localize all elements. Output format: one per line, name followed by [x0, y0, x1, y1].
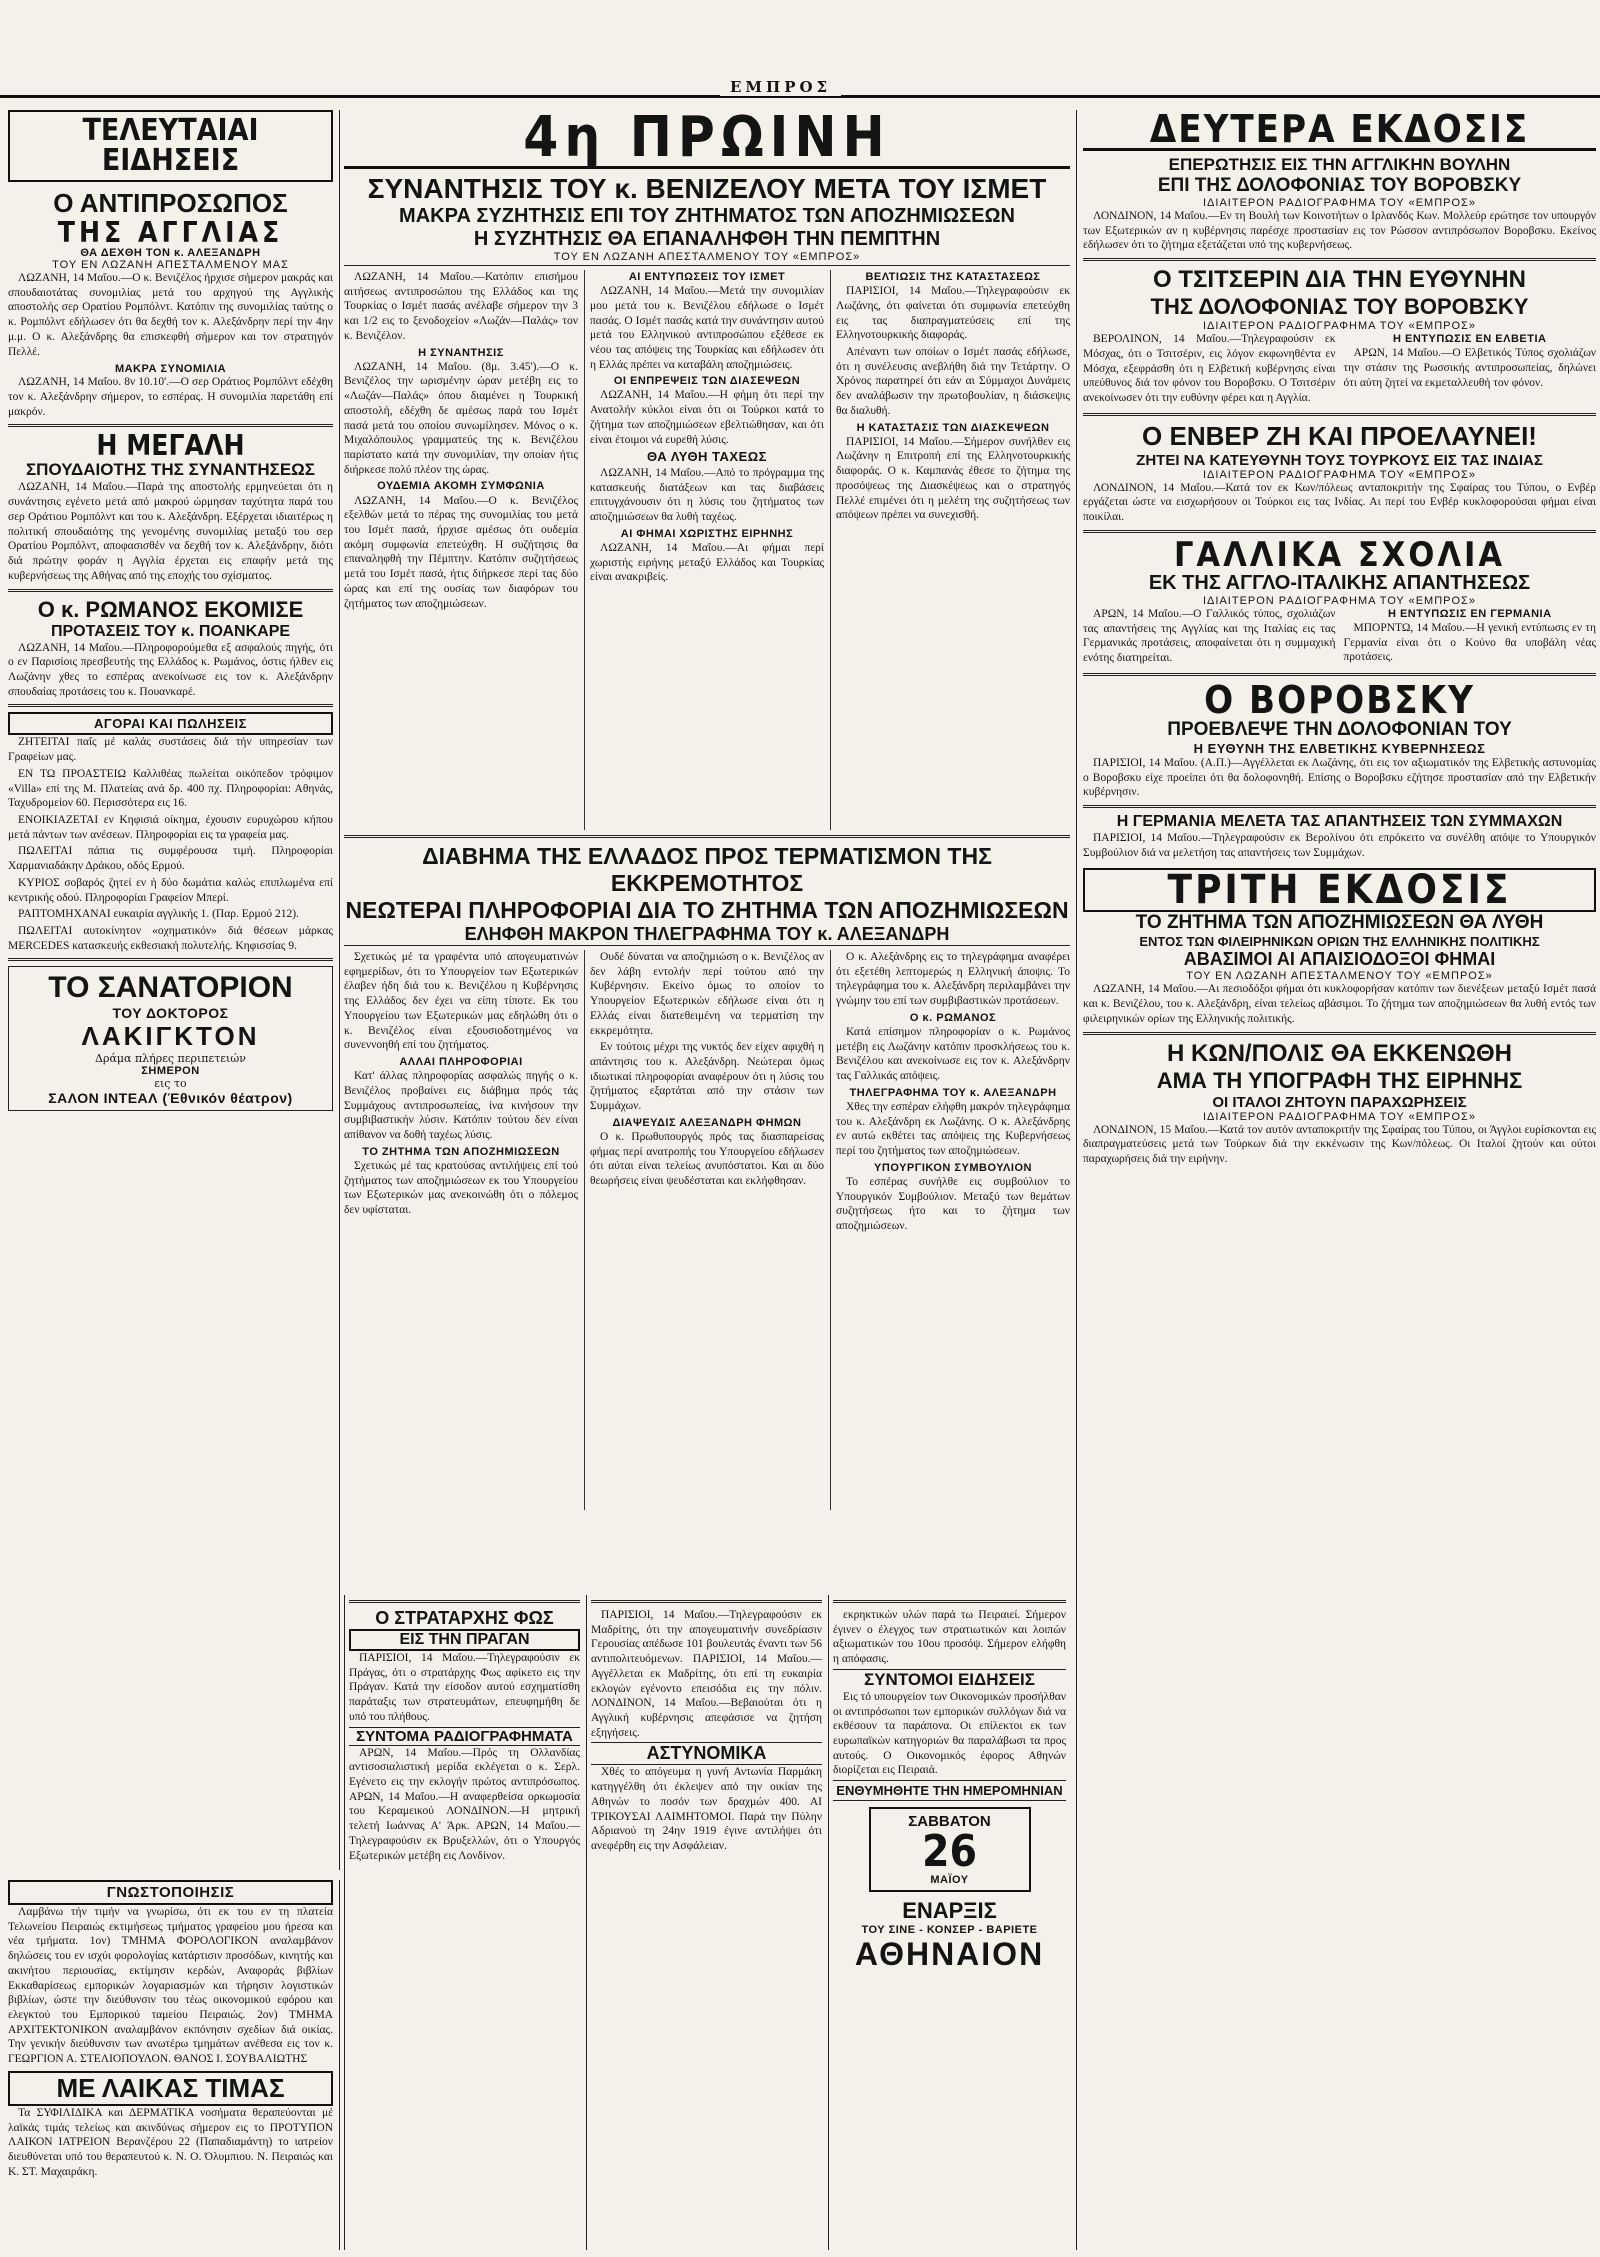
headline: ΣΥΝΤΟΜΑ ΡΑΔΙΟΓΡΑΦΗΜΑΤΑ: [349, 1727, 580, 1746]
source-line: ΙΔΙΑΙΤΕΡΟΝ ΡΑΔΙΟΓΡΑΦΗΜΑ ΤΟΥ «ΕΜΠΡΟΣ»: [1203, 197, 1476, 209]
subheadline: Η ΕΥΘΥΝΗ ΤΗΣ ΕΛΒΕΤΙΚΗΣ ΚΥΒΕΡΝΗΣΕΩΣ: [1193, 740, 1486, 756]
main-headline: ΜΑΚΡΑ ΣΥΖΗΤΗΣΙΣ ΕΠΙ ΤΟΥ ΖΗΤΗΜΑΤΟΣ ΤΩΝ ΑΠΟΖΗΜΙΩΣΕΩΝ: [399, 205, 1015, 227]
article-body: [1083, 209, 1596, 253]
divider: [8, 704, 333, 707]
classified-ad: ΚΥΡΙΟΣ σοβαρός ζητεί εν ή δύο δωμάτια καλώς επιπλωμένα επί κεντρικής οδού. Πληροφορίαι Γραφείον Μπερί.: [8, 876, 333, 904]
paragraph: ΛΩΖΑΝΗ, 14 Μαΐου.—Μετά την συνομιλίαν μου μετά του κ. Βενιζέλου εδήλωσε ο Ισμέτ πασάς. Ο Ισμέτ πασάς κατά την συνάντησιν αυτού μετά του Ελληνικού αντιπροσώπου εξέθεσε εκ νέου τας απόψεις της Τουρκίας και εδήλωσεν ότι η Ελλάς πρέπει να καταβάλη αποζημιώσεις.: [590, 285, 824, 371]
subheadline: ΑΙ ΕΝΤΥΠΩΣΕΙΣ ΤΟΥ ΙΣΜΕΤ: [628, 271, 786, 283]
article-column: [830, 270, 1070, 830]
headline: ΤΟ ΖΗΤΗΜΑ ΤΩΝ ΑΠΟΖΗΜΙΩΣΕΩΝ ΘΑ ΛΥΘΗ: [1135, 912, 1544, 934]
paragraph: Ο κ. Πρωθυπουργός πρός τας διασπαρείσας φήμας περί ανατροπής του Υπουργείου εδήλωσεν ότι αύται είναι τελείως ανυπόστατοι. Και αι δύο θεωρήσεις είναι ψευδέσταται και εκλήφθησαν.: [590, 1130, 824, 1188]
subheadline: ΟΙ ΕΝΠΡΕΨΕΙΣ ΤΩΝ ΔΙΑΣΕΨΕΩΝ: [613, 375, 801, 388]
source-line: ΙΔΙΑΙΤΕΡΟΝ ΡΑΔΙΟΓΡΑΦΗΜΑ ΤΟΥ «ΕΜΠΡΟΣ»: [1203, 594, 1476, 607]
subheadline: ΑΛΛΑΙ ΠΛΗΡΟΦΟΡΙΑΙ: [399, 1056, 523, 1069]
divider: [8, 589, 333, 592]
event-month: ΜΑΪΟΥ: [930, 1874, 969, 1887]
ad-line: ΣΗΜΕΡΟΝ: [141, 1065, 200, 1078]
divider: [1083, 413, 1596, 416]
event-day: ΣΑΒΒΑΤΟΝ: [908, 1813, 991, 1831]
third-edition-header: ΤΡΙΤΗ ΕΚΔΟΣΙΣ: [1083, 868, 1596, 912]
classified-ad: ΖΗΤΕΙΤΑΙ παΐς μέ καλάς συστάσεις διά τήν υπηρεσίαν των Γραφείων μας.: [8, 736, 333, 764]
headline: ΓΑΛΛΙΚΑ ΣΧΟΛΙΑ: [1173, 534, 1506, 575]
paragraph: ΛΩΖΑΝΗ, 14 Μαΐου.—Ο κ. Βενιζέλος ήρχισε σήμερον μακράς και σπουδαιοτάτας συνομιλίας μετά του αρχηγού της Αγγλικής αποστολής σερ Ορατίου Ρομπόλντ. Κατόπιν της συνομιλίας ταύτης ο κ. Ρομπόλντ εδήλωσεν ότι θα δεχθή τον κ. Αλεξάνδρην περί την 4ην μ.μ. Ο κ. Αλεξάνδρης θα επισκεφθή σήμερον και τον στρατηγόν Πελλέ.: [8, 272, 333, 358]
subheadline: Ο κ. ΡΩΜΑΝΟΣ: [909, 1011, 997, 1024]
article-body: [1083, 982, 1596, 1026]
second-edition-header: ΔΕΥΤΕΡΑ ΕΚΔΟΣΙΣ: [1083, 110, 1596, 151]
diavima-article: [344, 950, 1070, 1510]
event-label: ΕΝΑΡΞΙΣ: [902, 1898, 997, 1924]
article-column: [1083, 332, 1336, 408]
paragraph: Χθές το απόγευμα η γυνή Αντωνία Παρμάκη κατηγγέλθη ότι έκλεψεν από την οικίαν της Αθηνών το ποσόν των δραχμών 400. ΑΙ ΤΡΙΚΟΥΣΑΙ ΛΑΙΜΗΤΟΜΟΙ. Παρά την Πύλην Αδριανού τη 24ην 1919 έγινε αντιλήψει ότι ανεφέρθη εις την Ασφάλειαν.: [591, 1766, 822, 1853]
paragraph: ΠΑΡΙΣΙΟΙ, 14 Μαΐου. (Α.Π.)—Αγγέλλεται εκ Λωζάνης, ότι εις τον αξιωματικόν της Ελβετικής αστυνομίας ο Βοροβσκυ είχε προείπει ότι θα δολοφονηθή. Επίσης ο Βοροβσκυ εζήτησε προστασίαν από την Ελβετικήν κυβέρνησιν.: [1083, 756, 1596, 799]
notices-body: [8, 1905, 333, 2067]
subheadline: ΑΙ ΦΗΜΑΙ ΧΩΡΙΣΤΗΣ ΕΙΡΗΝΗΣ: [620, 527, 794, 540]
article-two-col: [1083, 332, 1596, 408]
sanatorium-advertisement: [8, 966, 333, 1111]
source-line: ΙΔΙΑΙΤΕΡΟΝ ΡΑΔΙΟΓΡΑΦΗΜΑ ΤΟΥ «ΕΜΠΡΟΣ»: [1203, 1110, 1476, 1123]
classifieds: [8, 735, 333, 953]
headline: ΕΙΣ ΤΗΝ ΠΡΑΓΑΝ: [349, 1629, 580, 1651]
paragraph: Κατά επίσημον πληροφορίαν ο κ. Ρωμάνος μετέβη εις Λωζάνην κατόπιν προσκλήσεως του κ. Βενιζέλου και ανεκοίνωσε εις τον κ. Αλεξάνδρην τας Γαλλικάς απόψεις.: [836, 1025, 1070, 1083]
main-headline: ΣΥΝΑΝΤΗΣΙΣ ΤΟΥ κ. ΒΕΝΙΖΕΛΟΥ ΜΕΤΑ ΤΟΥ ΙΣΜΕΤ: [367, 173, 1047, 204]
article-body: [8, 641, 333, 700]
headline: ΠΡΟΤΑΣΕΙΣ ΤΟΥ κ. ΠΟΑΝΚΑΡΕ: [50, 622, 291, 640]
paragraph: Χθες την εσπέραν ελήφθη μακρόν τηλεγράφημα του κ. Αλεξάνδρη εκ Λωζάνης. Ο κ. Αλεξάνδρης εν αυτώ εκθέτει τας απόψεις της Κυβερνήσεως περί του ζητήματος των αποζημιώσεων.: [836, 1100, 1070, 1158]
divider: [8, 958, 333, 961]
divider: [1083, 1032, 1596, 1035]
subheadline: Η ΕΝΤΥΠΩΣΙΣ ΕΝ ΕΛΒΕΤΙΑ: [1393, 333, 1547, 346]
paragraph: ΛΩΖΑΝΗ, 14 Μαΐου. (8μ. 3.45').—Ο κ. Βενιζέλος την ωρισμένην ώραν μετέβη εις το «Λωζάν—Παλάς» όπου διαμένει η Τουρκική αποστολή, εδέχθη δε αμέσως παρά του Ισμέτ πασά μετά του οποίου συνωμίλησεν. Μόνος ο κ. Μιχαλόπουλος γραμματεύς της κ. Βενιζέλου παρίστατο κατά την συνομιλίαν, την οποίαν ήτις διήρκεσε πολύ πλέον της ώρας.: [344, 360, 578, 476]
article-body: [349, 1651, 580, 1725]
headline: Ο κ. ΡΩΜΑΝΟΣ ΕΚΟΜΙΣΕ: [37, 596, 304, 622]
subheadline: ΜΑΚΡΑ ΣΥΝΟΜΙΛΙΑ: [114, 363, 227, 376]
paragraph: ΠΑΡΙΣΙΟΙ, 14 Μαΐου.—Τηλεγραφούσιν εκ Πράγας, ότι ο στρατάρχης Φως αφίκετο εις την Πράγαν. Κατά την είσοδον αυτού εσχηματίσθη παράταξις των στρατευμάτων, επευφημήθη δε υπό του πλήθους.: [349, 1652, 580, 1723]
subheadline: ΔΙΑΨΕΥΔΙΣ ΑΛΕΞΑΝΔΡΗ ΦΗΜΩΝ: [612, 1116, 802, 1129]
left-column: [8, 110, 340, 1870]
event-subtitle: ΤΟΥ ΣΙΝΕ - ΚΟΝΣΕΡ - ΒΑΡΙΕΤΕ: [861, 1924, 1038, 1937]
headline: ΕΚ ΤΗΣ ΑΓΓΛΟ-ΙΤΑΛΙΚΗΣ ΑΠΑΝΤΗΣΕΩΣ: [1148, 571, 1531, 594]
paragraph: Απέναντι των οποίων ο Ισμέτ πασάς εδήλωσε, ότι η συνέλευσις ανεβλήθη διά την Τετάρτην. Ο Χρόνος παρατηρεί ότι εάν αι Σύμμαχοι Δυνάμεις δεν αναλάβωσιν την πρωτοβουλίαν, η διάσκεψις θα διαλυθή.: [836, 345, 1070, 417]
divider: [1083, 258, 1596, 261]
paragraph: ΠΑΡΙΣΙΟΙ, 14 Μαΐου.—Τηλεγραφούσιν εκ Μαδρίτης, ότι την απογευματινήν συνεδρίασιν Γερουσίας απέδωσε 101 βουλευτάς έναντι των 56 αντιπολιτευόμενων. ΠΑΡΙΣΙΟΙ, 14 Μαΐου.—Αγγέλλεται εκ Μαδρίτης, ότι επί τη ευκαιρία εκλογών εγένοντο επεισόδια εις την πόλιν. ΛΟΝΔΙΝΟΝ, 14 Μαΐου.—Βεβαιούται ότι η Αγγλική κυβέρνησις απεφάσισε να ζητήση εξηγήσεις.: [591, 1609, 822, 1739]
paragraph: ΠΑΡΙΣΙΟΙ, 14 Μαΐου.—Σήμερον συνήλθεν εις Λωζάνην η Επιτροπή επί της Ελληνοτουρκικής διαφοράς. Ο κ. Καμπανάς έθεσε το ζήτημα της προσόψεως της Διασκέψεως και ο στρατηγός Πελλέ επιμένει ότι η μελέτη της συζητήσεως των απόψεων πρέπει να συνεχισθή.: [836, 435, 1070, 522]
paragraph: Το εσπέρας συνήλθε εις συμβούλιον το Υπουργικόν Συμβούλιον. Μεταξύ των θεμάτων συζητήσεως ήτο και το ζήτημα των αποζημιώσεων.: [836, 1175, 1070, 1233]
headline: ΕΛΗΦΘΗ ΜΑΚΡΟΝ ΤΗΛΕΓΡΑΦΗΜΑ ΤΟΥ κ. ΑΛΕΞΑΝΔΡΗ: [344, 924, 1070, 946]
paragraph: ΛΩΖΑΝΗ, 14 Μαΐου.—Αι φήμαι περί χωριστής ειρήνης μεταξύ Ελλάδος και Τουρκίας είναι ανακριβείς.: [590, 541, 824, 584]
article-column: [584, 950, 824, 1510]
main-headline: Η ΣΥΖΗΤΗΣΙΣ ΘΑ ΕΠΑΝΑΛΗΦΘΗ ΤΗΝ ΠΕΜΠΤΗΝ: [473, 228, 941, 250]
masthead-title: ΕΜΠΡΟΣ: [720, 78, 841, 96]
divider: [349, 1600, 580, 1603]
article-body: [1083, 756, 1596, 800]
lower-block-news: [586, 1595, 826, 2250]
paragraph: Σχετικώς μέ τα γραφέντα υπό απογευματινών εφημερίδων, ότι το Υπουργείον των Εξωτερικών έλαβεν ήδη διά του κ. Βενιζέλου η Κυβέρνησις της Ελλάδος δεν έχει να είπη τίποτε. Εκ του Υπουργείου των Εξωτερικών μας εδηλώθη ότι ο κ. Βενιζέλος είναι εξουσιοδοτημένος να συνεννοηθή επί του ζητήματος.: [344, 951, 578, 1052]
article-column: [344, 270, 578, 830]
lower-block-briefs: [828, 1595, 1070, 2250]
paragraph: ΛΟΝΔΙΝΟΝ, 14 Μαΐου.—Κατά τον εκ Κων/πόλεως ανταποκριτήν της Σφαίρας του Τύπου, ο Ενβέρ εργάζεται ώστε να εισχωρήσουν οι Τούρκοι εις τας Ινδίας. Αι περί του Ενβέρ κυκλοφορούσαι φήμαι είναι ποικίλαι.: [1083, 481, 1596, 524]
headline: ΣΠΟΥΔΑΙΟΤΗΣ ΤΗΣ ΣΥΝΑΝΤΗΣΕΩΣ: [25, 460, 316, 480]
subheadline: Η ΣΥΝΑΝΤΗΣΙΣ: [418, 346, 504, 359]
headline: Ο ΤΣΙΤΣΕΡΙΝ ΔΙΑ ΤΗΝ ΕΥΘΥΝΗΝ: [1153, 266, 1526, 294]
article-body: [1083, 1123, 1596, 1167]
subheadline: ΤΗΛΕΓΡΑΦΗΜΑ ΤΟΥ κ. ΑΛΕΞΑΝΔΡΗ: [849, 1086, 1057, 1099]
headline: ΣΥΝΤΟΜΟΙ ΕΙΔΗΣΕΙΣ: [833, 1669, 1066, 1690]
headline: ΤΗΣ ΔΟΛΟΦΟΝΙΑΣ ΤΟΥ ΒΟΡΟΒΣΚΥ: [1150, 294, 1529, 320]
paragraph: ΛΩΖΑΝΗ, 14 Μαΐου.—Πληροφορούμεθα εξ ασφαλούς πηγής, ότι ο εν Παρισίοις πρεσβευτής της Ελλάδος κ. Ρωμάνος, όστις ήλθεν εις Λωζάνην χθες το εσπέρας ανεκοίνωσε εις τον κ. Αλεξάνδρην σπουδαίας προτάσεις του κ. Πουανκαρέ.: [8, 641, 333, 698]
divider: [833, 1600, 1066, 1603]
classified-ad: ΠΩΛΕΙΤΑΙ πάπια τις συμφέρουσα τιμή. Πληροφορίαι Χαρμανιαδάκην Δράκου, οδός Ερμού.: [8, 845, 333, 873]
headline: ΝΕΩΤΕΡΑΙ ΠΛΗΡΟΦΟΡΙΑΙ ΔΙΑ ΤΟ ΖΗΤΗΜΑ ΤΩΝ ΑΠΟΖΗΜΙΩΣΕΩΝ: [345, 897, 1069, 923]
article-body: [349, 1746, 580, 1864]
subheadline: ΘΑ ΛΥΘΗ ΤΑΧΕΩΣ: [647, 449, 767, 465]
headline: ΑΣΤΥΝΟΜΙΚΑ: [591, 1742, 822, 1765]
paragraph: ΛΩΖΑΝΗ, 14 Μαΐου.—Ο κ. Βενιζέλος εξελθών μετά το πέρας της συνομιλίας του μετά του Ισμέτ πασά, ήρχισε αμέσως ότι ουδεμία ακόμη συμφωνία επετεύχθη. Η συζήτησις θα επαναληφθή την Πέμπτην. Κατόπιν συζητήσεως μετά του Ισμέτ πασά, ήτις διήρκεσε περί τας δύο ώρας και επί της ουσίας των διαφόρων του ζητήματος των αποζημιώσεων.: [344, 494, 578, 610]
paragraph: ΛΩΖΑΝΗ, 14 Μαΐου. 8ν 10.10'.—Ο σερ Οράτιος Ρομπόλντ εδέχθη τον κ. Αλεξάνδρην σήμερον, το εσπέρας. Η συνομιλία παρετάθη επί μακρόν.: [8, 376, 333, 418]
subheadline: ΟΥΔΕΜΙΑ ΑΚΟΜΗ ΣΥΜΦΩΝΙΑ: [377, 480, 545, 493]
headline: Ο ΣΤΡΑΤΑΡΧΗΣ ΦΩΣ: [375, 1608, 554, 1628]
headline: Ο ΕΝΒΕΡ ΖΗ ΚΑΙ ΠΡΟΕΛΑΥΝΕΙ!: [1142, 420, 1537, 451]
article-body: [833, 1690, 1066, 1778]
subheadline: Η ΚΑΤΑΣΤΑΣΙΣ ΤΩΝ ΔΙΑΣΚΕΨΕΩΝ: [856, 421, 1050, 434]
center-column: [344, 110, 1070, 1590]
article-body: [1083, 831, 1596, 860]
ad-line: εις το: [154, 1077, 187, 1091]
event-venue: ΑΘΗΝΑΙΟΝ: [854, 1936, 1045, 1973]
paragraph: Ουδέ δύναται να αποζημιώση ο κ. Βενιζέλος αν δεν λάβη εντολήν περί τούτου από την Κυβέρνησιν. Εκείνο όμως το οποίον το Υπουργείον Εξωτερικών εδήλωσε είναι ότι η Ελλάς είναι διατεθειμένη να τερματίση την εκκρεμότητα.: [590, 951, 824, 1037]
notices-header: ΓΝΩΣΤΟΠΟΙΗΣΙΣ: [8, 1880, 333, 1905]
divider: [344, 835, 1070, 838]
classifieds-header: ΑΓΟΡΑΙ ΚΑΙ ΠΩΛΗΣΕΙΣ: [8, 712, 333, 735]
source-line: ΤΟΥ ΕΝ ΛΩΖΑΝΗ ΑΠΕΣΤΑΛΜΕΝΟΥ ΤΟΥ «ΕΜΠΡΟΣ»: [1186, 970, 1493, 983]
paragraph: εκρηκτικών υλών παρά τω Πειραιεί. Σήμερον έγινεν ο έλεγχος των στρατιωτικών και λοιπών αξιωματικών του 10ου προσόψ. Σήμερον ελήφθη η απόφασις.: [833, 1609, 1066, 1666]
paragraph: ΛΩΖΑΝΗ, 14 Μαΐου.—Από το πρόγραμμα της κατασκευής διατάξεων και τας διαβάσεις επιτυγχάνουσιν ότι η λύσις του ζητήματος των αποζημιώσεων θα λυθή ταχέως.: [590, 466, 824, 524]
headline: ΕΝΤΟΣ ΤΩΝ ΦΙΛΕΙΡΗΝΙΚΩΝ ΟΡΙΩΝ ΤΗΣ ΕΛΛΗΝΙΚΗΣ ΠΟΛΙΤΙΚΗΣ: [1139, 934, 1540, 950]
article-column: [830, 950, 1070, 1510]
headline: ΖΗΤΕΙ ΝΑ ΚΑΤΕΥΘΥΝΗ ΤΟΥΣ ΤΟΥΡΚΟΥΣ ΕΙΣ ΤΑΣ ΙΝΔΙΑΣ: [1136, 451, 1543, 469]
paragraph: ΑΡΩΝ, 14 Μαΐου.—Πρός τη Ολλανδίας αντισοσιαλιστική μερίδα εκλέγεται ο κ. Σερλ. Εγένετο εις την εκλογήν πρώτος αντιπρόσωπος. ΑΡΩΝ, 14 Μαΐου.—Η αναφερθείσα ορκωμοσία του Κεραμεικού ΛΟΝΔΙΝΟΝ.—Η μητρική τελετή Ιωάννας Α' Άρκ. ΑΡΩΝ, 14 Μαΐου.—Τηλεγραφούσιν εκ Βρυξελλών, ότι ο Υπουργός Εξωτερικών μετέβη εις Λονδίνον.: [349, 1746, 580, 1862]
byline: ΤΟΥ ΕΝ ΛΩΖΑΝΗ ΑΠΕΣΤΑΛΜΕΝΟΥ ΜΑΣ: [52, 259, 289, 271]
headline: Η ΚΩΝ/ΠΟΛΙΣ ΘΑ ΕΚΚΕΝΩΘΗ: [1167, 1039, 1512, 1067]
paragraph: ΛΩΖΑΝΗ, 14 Μαΐου.—Η φήμη ότι περί την Ανατολήν κύκλοι είναι ότι οι Τούρκοι κατά το ζήτημα των αποζημιώσεων εβελτιώθησαν, και ότι είναι έτοιμοι νά ευρεθή λύσις.: [590, 389, 824, 446]
lower-block-foch: [344, 1595, 584, 2250]
prices-body: [8, 2106, 333, 2180]
headline: ΕΠΕΡΩΤΗΣΙΣ ΕΙΣ ΤΗΝ ΑΓΓΛΙΚΗΝ ΒΟΥΛΗΝ: [1168, 155, 1511, 174]
article-body: [591, 1608, 822, 1740]
ad-line: Δράμα πλήρες περιπετειών: [95, 1052, 246, 1066]
headline: Η ΜΕΓΑΛΗ: [96, 429, 245, 463]
article-body: [8, 375, 333, 419]
article-column: [1344, 607, 1597, 668]
paragraph: ΑΡΩΝ, 14 Μαΐου.—Ο Ελβετικός Τύπος σχολιάζων την στάσιν της Ρωσσικής αντιπροσωπείας, δηλώνει ότι αύτη ζητεί να εκμεταλλευθή τον φόνον.: [1343, 347, 1596, 389]
article-body: [1083, 481, 1596, 525]
source-line: ΙΔΙΑΙΤΕΡΟΝ ΡΑΔΙΟΓΡΑΦΗΜΑ ΤΟΥ «ΕΜΠΡΟΣ»: [1203, 320, 1476, 333]
article-body: [8, 271, 333, 359]
divider: [1083, 805, 1596, 808]
article-two-col: [1083, 607, 1596, 668]
divider: [1083, 530, 1596, 533]
ad-title: ΤΟ ΣΑΝΑΤΟΡΙΟΝ: [48, 971, 293, 1005]
paragraph: Ο κ. Αλεξάνδρης εις το τηλεγράφημα αναφέρει ότι εξετέθη λεπτομερώς η Ελληνική άποψις. Το τηλεγράφημα του κ. Αλεξάνδρη περιλαμβάνει την γνώμην του επί των συμβιβαστικών προτάσεων.: [836, 951, 1070, 1008]
headline: Η ΓΕΡΜΑΝΙΑ ΜΕΛΕΤΑ ΤΑΣ ΑΠΑΝΤΗΣΕΙΣ ΤΩΝ ΣΥΜΜΑΧΩΝ: [1116, 812, 1563, 830]
ad-line: ΤΟΥ ΔΟΚΤΟΡΟΣ: [112, 1005, 229, 1022]
article-body: [591, 1765, 822, 1853]
paragraph: Εις τό υπουργείον των Οικονομικών προσήλθαν οι αντιπρόσωποι των εμπορικών συλλόγων διά να εκθέσουν τα παράπονα. Οι επίλεκτοι εκ των ευρωπαϊκών κατηγοριών θα παραλάβωσι τα προς αυτούς. Ο Οικονομικός έφορος Αθηνών διορίζεται εις Πειραιά.: [833, 1690, 1066, 1777]
left-column-lower: [8, 1880, 340, 2250]
classified-ad: ΠΩΛΕΙΤΑΙ αυτοκίνητον «οχηματικόν» διά θέσεων μάρκας MERCEDES κατασκευής εκθεσιακή πολυτελής. Κηφισσίας 9.: [8, 925, 333, 952]
subheadline: ΘΑ ΔΕΧΘΗ ΤΟΝ κ. ΑΛΕΞΑΝΔΡΗ: [80, 247, 261, 259]
paragraph: Κατ' άλλας πληροφορίας ασφαλώς πηγής ο κ. Βενιζέλος προβαίνει εις διάβημα πρός τάς Συμμάχους αντιπροσωπείας, ίνα κινήσουν την συμβιβαστικήν λύσιν. Κατόπιν τούτου δεν είναι απίθανον να δοθή ταχέως λύσις.: [344, 1070, 578, 1141]
paragraph: ΛΟΝΔΙΝΟΝ, 14 Μαΐου.—Εν τη Βουλή των Κοινοτήτων ο Ιρλανδός Κων. Μολλεύρ ερώτησε τον υπουργόν των Εξωτερικών αν η κυβέρνησις παρέσχε προστασίαν εις τον Ρώσσον αντιπρόσωπον Βοροβσκυ. Εκείνος εδήλωσεν ότι το ζήτημα εξετάζεται υπό της κυβερνήσεως.: [1083, 210, 1596, 252]
paragraph: Εν τούτοις μέχρι της νυκτός δεν είχεν αφιχθή η απάντησις του κ. Αλεξάνδρη. Νεώτεραι όμως ιδιωτικαί πληροφορίαι αναφέρουν ότι η λύσις του ζητήματος εξαρτάται από την στάσιν των Συμμάχων.: [590, 1041, 824, 1113]
headline: ΕΝΘΥΜΗΘΗΤΕ ΤΗΝ ΗΜΕΡΟΜΗΝΙΑΝ: [833, 1780, 1066, 1801]
article-column: [1083, 607, 1336, 668]
subheadline: ΒΕΛΤΙΩΣΙΣ ΤΗΣ ΚΑΤΑΣΤΑΣΕΩΣ: [865, 271, 1041, 283]
event-date: 26: [921, 1826, 978, 1878]
headline: Ο ΒΟΡΟΒΣΚΥ: [1204, 677, 1475, 722]
headline: ΤΗΣ ΑΓΓΛΙΑΣ: [57, 216, 284, 249]
ad-venue: ΣΑΛΟΝ ΙΝΤΕΑΛ (Έθνικόν θέατρον): [48, 1090, 293, 1107]
paragraph: Τα ΣΥΦΙΛΙΔΙΚΑ και ΔΕΡΜΑΤΙΚΑ νοσήματα θεραπεύονται μέ λαϊκάς τιμάς τελείως και ακινδύνως σήμερον εις το ΠΡΟΤΥΠΟΝ ΛΑΙΚΟΝ ΙΑΤΡΕΙΟΝ Βερανζέρου 22 (Παπαδιαμάντη) το ιατρείον διευθύνεται υπό του θεραπευτού κ. Ν. Ο. Όλυμπιου. Ν. Πειραιώς και Κ. ΣΤ. Μαχαιράκη.: [8, 2106, 333, 2178]
paragraph: ΜΠΟΡΝΤΩ, 14 Μαΐου.—Η γενική εντύπωσις εν τη Γερμανία είναι ότι ο Κούνο θα υποβάλη νέας προτάσεις.: [1343, 621, 1596, 664]
article-column: [584, 270, 824, 830]
paragraph: ΛΩΖΑΝΗ, 14 Μαΐου.—Αι πεσιοδόξοι φήμαι ότι κυκλοφορήσαν κατόπιν των διενέξεων μεταξύ Ισμέτ πασά και κ. Βενιζέλου, του κ. Αλεξάνδρη, είναι τελείως αβάσιμοι. Το ζήτημα των αποζημιώσεων θα λυθή εντός των φιλειρηνικών ορίων της Ελληνικής πολιτικής.: [1083, 983, 1596, 1025]
prices-header: ΜΕ ΛΑΙΚΑΣ ΤΙΜΑΣ: [8, 2071, 333, 2106]
divider: [1083, 673, 1596, 676]
article-body: [8, 480, 333, 583]
paragraph: ΠΑΡΙΣΙΟΙ, 14 Μαΐου.—Τηλεγραφούσιν εκ Βερολίνου ότι επρόκειτο να συνέλθη απόψε το Υπουργικόν Συμβούλιον διά να μελετήση τας απαντήσεις των Συμμάχων.: [1083, 831, 1596, 859]
ad-name: ΛΑΚΙΓΚΤΟΝ: [81, 1021, 260, 1052]
classified-ad: ΕΝ ΤΩ ΠΡΟΑΣΤΕΙΩ Καλλιθέας πωλείται οικόπεδον τρόφιμον «Villa» επί της Μ. Πλατείας ανά δρ. 400 πχ. Πληροφορίαι: Αθηνάς, Ταχυδρομείον 60. Περισσότερα εις 16.: [8, 767, 333, 810]
subheadline: Η ΕΝΤΥΠΩΣΙΣ ΕΝ ΓΕΡΜΑΝΙΑ: [1387, 607, 1552, 620]
article-body: [833, 1608, 1066, 1667]
headline: ΑΜΑ ΤΗ ΥΠΟΓΡΑΦΗ ΤΗΣ ΕΙΡΗΝΗΣ: [1156, 1067, 1523, 1093]
divider: [591, 1600, 822, 1603]
paragraph: ΑΡΩΝ, 14 Μαΐου.—Ο Γαλλικός τύπος, σχολιάζων τας απαντήσεις της Αγγλίας και της Ιταλίας εις τας Γερμανικάς προτάσεις, αποφαίνεται ότι η συμμαχική ενότης διατηρείται.: [1083, 607, 1336, 665]
paragraph: ΠΑΡΙΣΙΟΙ, 14 Μαΐου.—Τηλεγραφούσιν εκ Λωζάνης, ότι φαίνεται ότι συμφωνία επετεύχθη εις τας διαπραγματεύσεις επί της Ελληνοτουρκικής διαφοράς.: [836, 285, 1070, 342]
subheadline: ΤΟ ΖΗΤΗΜΑ ΤΩΝ ΑΠΟΖΗΜΙΩΣΕΩΝ: [362, 1145, 560, 1158]
paragraph: Σχετικώς μέ τας κρατούσας αντιλήψεις επί τού ζητήματος των αποζημιώσεων εκ του Υπουργείου των Εξωτερικών μας ανεκοινώθη ότι ο πόλεμος δεν υφίσταται.: [344, 1159, 578, 1216]
headline: ΕΠΙ ΤΗΣ ΔΟΛΟΦΟΝΙΑΣ ΤΟΥ ΒΟΡΟΒΣΚΥ: [1157, 175, 1522, 196]
article-column: [344, 950, 578, 1510]
classified-ad: ΡΑΠΤΟΜΗΧΑΝΑΙ ευκαιρία αγγλικής 1. (Παρ. Ερμού 212).: [18, 908, 299, 921]
article-column: [1344, 332, 1597, 408]
source-line: ΙΔΙΑΙΤΕΡΟΝ ΡΑΔΙΟΓΡΑΦΗΜΑ ΤΟΥ «ΕΜΠΡΟΣ»: [1203, 468, 1476, 481]
headline: ΟΙ ΙΤΑΛΟΙ ΖΗΤΟΥΝ ΠΑΡΑΧΩΡΗΣΕΙΣ: [1212, 1093, 1467, 1111]
masthead: [0, 78, 1600, 98]
divider: [8, 424, 333, 427]
paragraph: ΒΕΡΟΛΙΝΟΝ, 14 Μαΐου.—Τηλεγραφούσιν εκ Μόσχας, ότι ο Τσιτσέριν, εις λόγον εκφωνηθέντα εν Μόσχα, εξεφράσθη ότι η Ελβετική κυβέρνησις είναι υπεύθυνος διά τον φόνον του Βοροβσκυ. Ο Τσιτσέριν ανεκοίνωσεν ότι την ευθύνην φέρει και η Αγγλία.: [1083, 333, 1336, 405]
classified-ad: ΕΝΟΙΚΙΑΖΕΤΑΙ εν Κηφισιά οίκημα, έχουσιν ευρυχώρου κήπου μετά πάντων των ανέσεων. Πληροφορίαι εις τα γραφεία μας.: [8, 813, 333, 841]
headline: ΔΙΑΒΗΜΑ ΤΗΣ ΕΛΛΑΔΟΣ ΠΡΟΣ ΤΕΡΜΑΤΙΣΜΟΝ ΤΗΣ ΕΚΚΡΕΜΟΤΗΤΟΣ: [422, 843, 992, 896]
byline: ΤΟΥ ΕΝ ΛΩΖΑΝΗ ΑΠΕΣΤΑΛΜΕΝΟΥ ΤΟΥ «ΕΜΠΡΟΣ»: [344, 251, 1070, 266]
headline: ΑΒΑΣΙΜΟΙ ΑΙ ΑΠΑΙΣΙΟΔΟΞΟΙ ΦΗΜΑΙ: [1183, 949, 1496, 970]
paragraph: Λαμβάνω τήν τιμήν να γνωρίσω, ότι εκ του εν τη πλατεία Τελωνείου Πειραιώς εκτιμήσεως τμήματος γραφείου μου ήρεσα και νέα τμήματα. 1ον) ΤΜΗΜΑ ΦΟΡΟΛΟΓΙΚΟΝ αναλαμβάνον δηλώσεις του εν ισχύι φορολογίας κατάρτισιν προσόδων, κινητής και ακινήτου περιουσίας, εκτίμησιν κερδών, Αναφοράς βιβλίων Εκκαθαρίσεως εμπορικών λογαριασμών και τήρησιν λογιστικών βιβλίων, ώστε την διεύθυνσιν του τέως οικονομικού εφόρου και ελεγκτού του Εμπορικού ταμείου Πειραιώς. 2ον) ΤΜΗΜΑ ΑΡΧΙΤΕΚΤΟΝΙΚΟΝ αναλαμβάνον εκπόνησιν σχεδίων διά οικίας. Την γενικήν διεύθυνσιν των ανωτέρω τμημάτων ανέθεσα εις τον κ. ΓΕΩΡΓΙΟΝ Α. ΣΤΕΛΙΟΠΟΥΛΟΝ. ΘΑΝΟΣ Ι. ΣΟΥΒΑΛΙΩΤΗΣ: [8, 1906, 333, 2066]
paragraph: ΛΩΖΑΝΗ, 14 Μαΐου.—Κατόπιν επισήμου αιτήσεως αντιπροσώπου της Ελλάδος και της Τουρκίας ο Ισμέτ πασάς ανέλαβε σήμερον την 3 και 1/2 εις το ξενοδοχείον «Λωζάν—Παλάς» τον κ. Βενιζέλον.: [344, 271, 578, 342]
event-date-box: [869, 1807, 1031, 1892]
edition-title: 4η ΠΡΩΙΝΗ: [344, 110, 1070, 169]
subheadline: ΥΠΟΥΡΓΙΚΟΝ ΣΥΜΒΟΥΛΙΟΝ: [874, 1161, 1032, 1174]
paragraph: ΛΩΖΑΝΗ, 14 Μαΐου.—Παρά της αποστολής ερμηνεύεται ότι η συνάντησις εγένετο μετά από μακρού ώρμησαν ταχύτητα παρά του σερ Οράτιου Ρομπόλντ και του κ. Αλεξάνδρη. Εξέρχεται ιδιαιτέρως η πολιτική σπουδαιότης της γενομένης συνομιλίας μεταξύ του σερ Ορατίου Ρομπόλντ, αποφασισθέν να δεχθή τον κ. Αλεξάνδρην, διότι διά πρώτην φοράν η Αγγλία έρχεται εις επαφήν μετά της κυβερνήσεως της Αθήνας από της εποχής του σχίσματος.: [8, 481, 333, 582]
headline: ΠΡΟΕΒΛΕΨΕ ΤΗΝ ΔΟΛΟΦΟΝΙΑΝ ΤΟΥ: [1167, 718, 1512, 740]
headline: Ο ΑΝΤΙΠΡΟΣΩΠΟΣ: [53, 188, 288, 218]
main-article: [344, 270, 1070, 830]
paragraph: ΛΟΝΔΙΝΟΝ, 15 Μαΐου.—Κατά τον αυτόν ανταποκριτήν της Σφαίρας του Τύπου, οι Άγγλοι ευρίσκονται εις διαπραγματεύσεις μετά των Τούρκων διά την εκκένωσιν της Κων/πόλεως. Οι Ιταλοί ζητούν και ούτοι παραχωρήσεις διά την ειρήνην.: [1083, 1123, 1596, 1165]
right-column: [1076, 110, 1596, 2250]
latest-news-header: ΤΕΛΕΥΤΑΙΑΙ ΕΙΔΗΣΕΙΣ: [8, 110, 333, 182]
